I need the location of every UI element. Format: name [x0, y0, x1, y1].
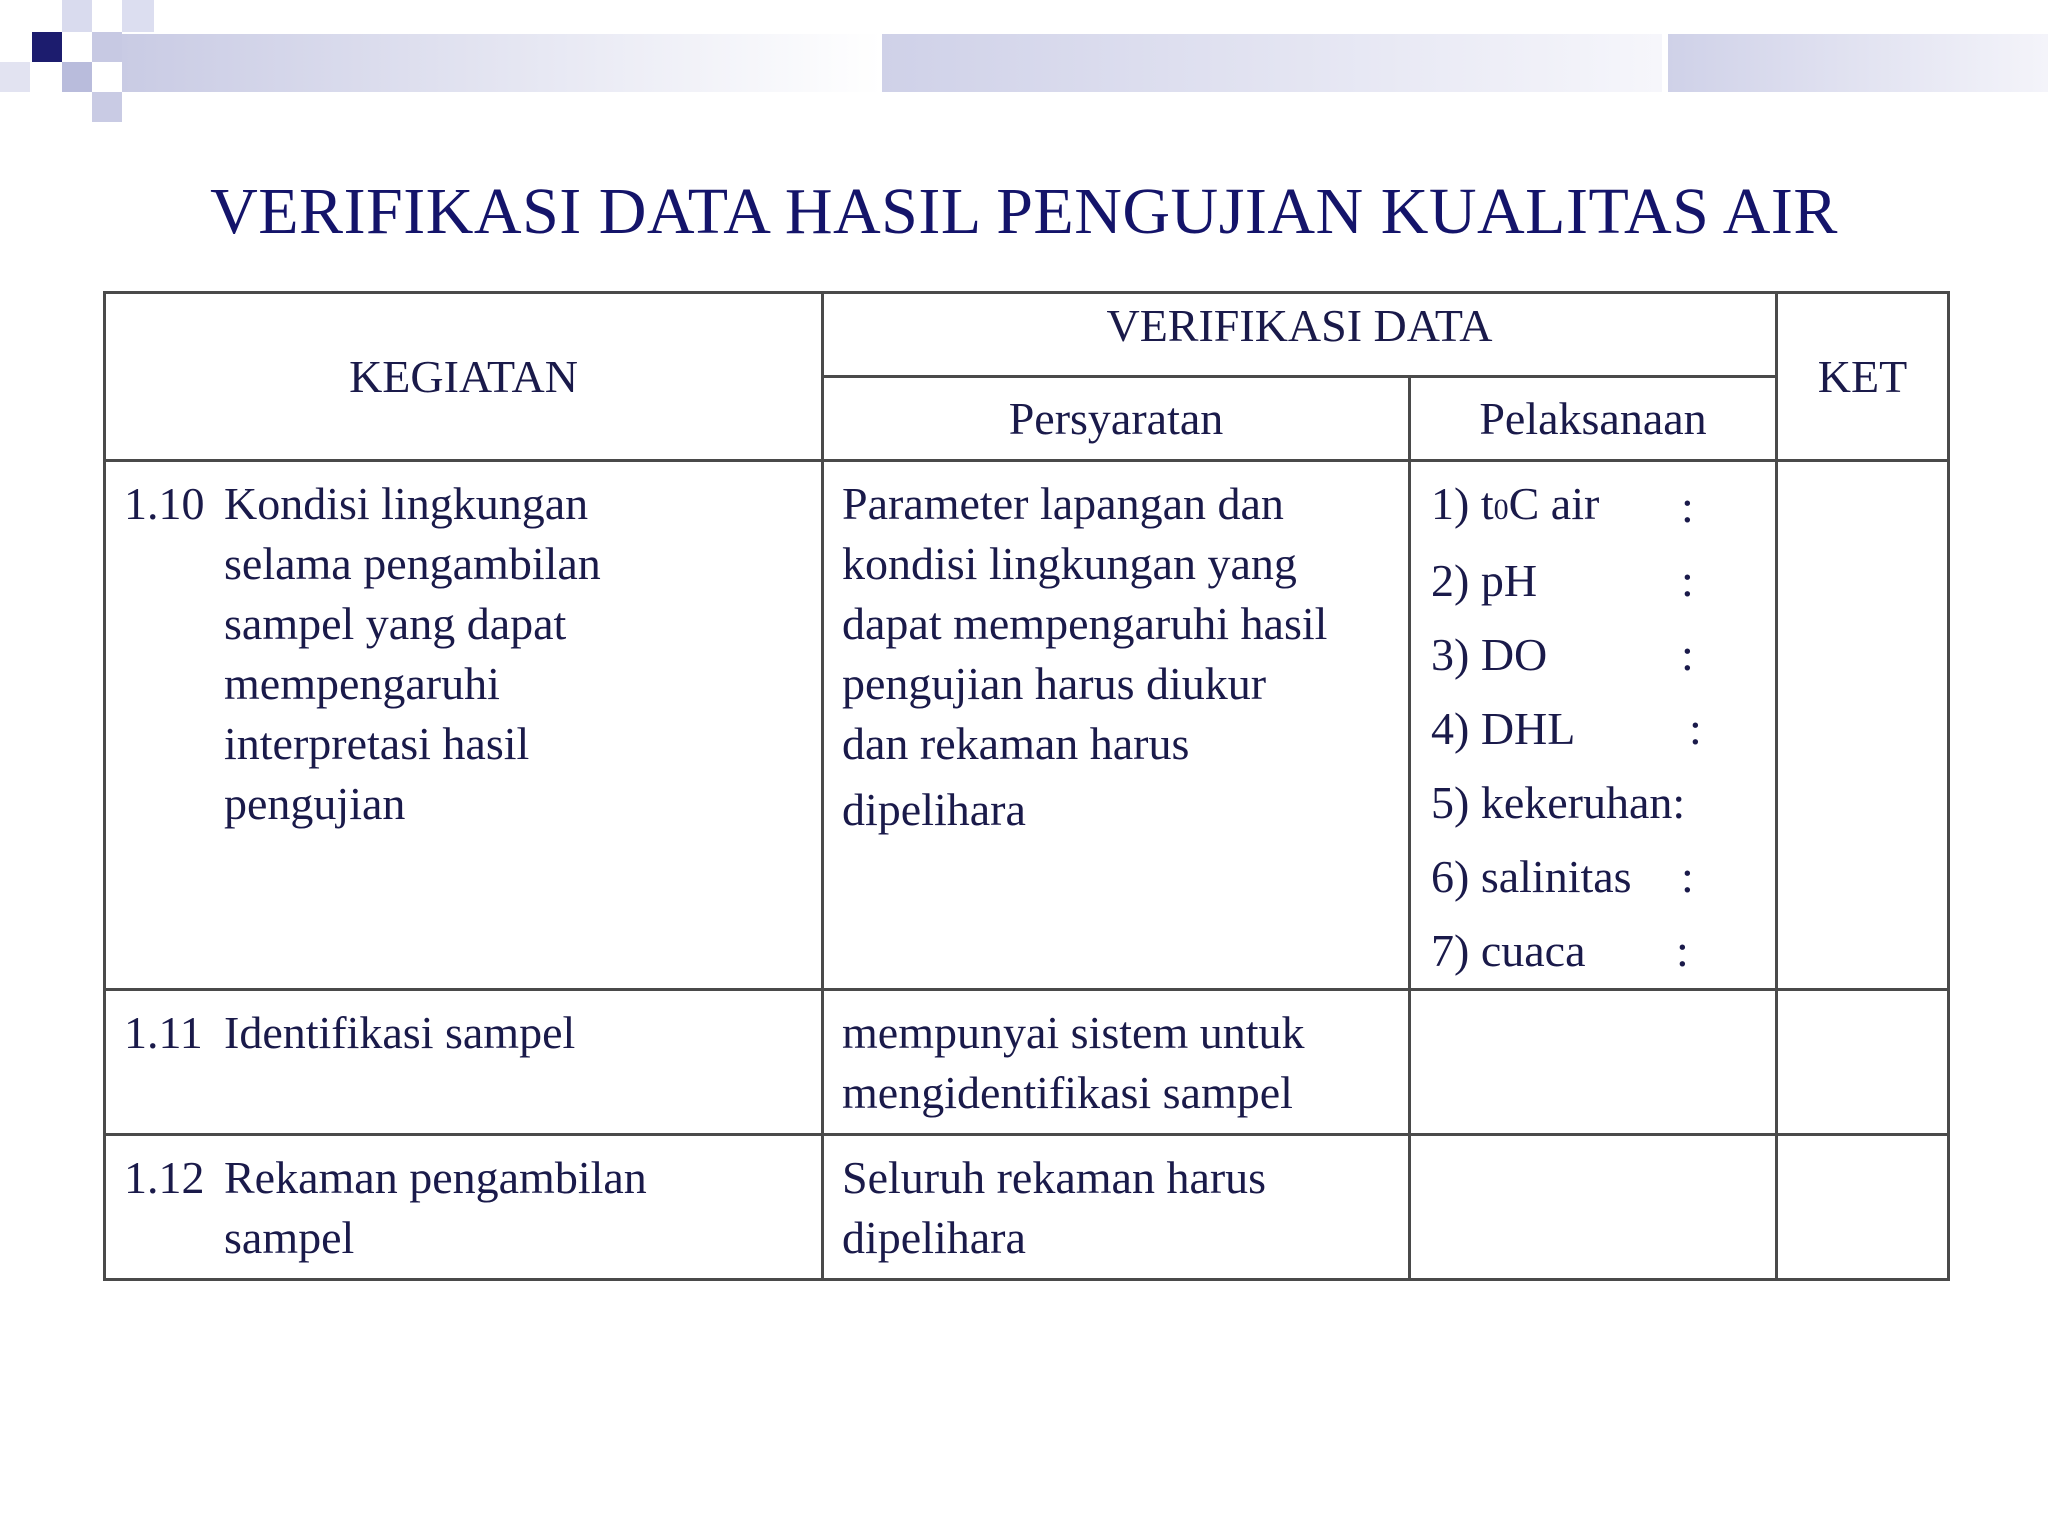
- cell-ket: [1777, 1135, 1949, 1280]
- header-bar: [1668, 34, 2048, 92]
- row-number: 1.10: [124, 478, 205, 529]
- table-row: [105, 1135, 1949, 1280]
- deco-square: [122, 0, 154, 32]
- deco-square: [0, 62, 30, 92]
- pelaksanaan-item: [1431, 766, 1765, 840]
- cell-pelaksanaan: [1410, 990, 1777, 1135]
- deco-square: [92, 32, 122, 62]
- persyaratan-line: pengujian harus diukur: [842, 658, 1267, 709]
- table-row: [105, 990, 1949, 1135]
- deco-square-dark: [32, 32, 62, 62]
- persyaratan-line: dipelihara: [842, 1212, 1026, 1263]
- persyaratan-line: mengidentifikasi sampel: [842, 1067, 1293, 1118]
- cell-kegiatan: [105, 990, 823, 1135]
- row-number: 1.11: [124, 1007, 203, 1058]
- header-pelaksanaan: Pelaksanaan: [1410, 377, 1777, 461]
- header-verifikasi-data: VERIFIKASI DATA: [823, 293, 1777, 377]
- pelaksanaan-label: 3) DO: [1431, 629, 1548, 680]
- pelaksanaan-item: [1431, 544, 1765, 618]
- cell-kegiatan: [105, 1135, 823, 1280]
- cell-pelaksanaan: [1410, 461, 1777, 990]
- pelaksanaan-label: 6) salinitas: [1431, 851, 1632, 902]
- pelaksanaan-item: [1431, 618, 1765, 692]
- kegiatan-line: sampel: [224, 1212, 355, 1263]
- header-kegiatan: KEGIATAN: [105, 293, 823, 461]
- cell-persyaratan: [823, 990, 1410, 1135]
- kegiatan-line: sampel yang dapat: [224, 598, 567, 649]
- persyaratan-line: kondisi lingkungan yang: [842, 538, 1297, 589]
- pelaksanaan-colon: :: [1681, 629, 1694, 680]
- pelaksanaan-label: 4) DHL: [1431, 703, 1576, 754]
- row-number: 1.12: [124, 1152, 205, 1203]
- persyaratan-line: dipelihara: [842, 784, 1026, 835]
- kegiatan-line: selama pengambilan: [224, 538, 601, 589]
- pelaksanaan-colon: :: [1681, 555, 1694, 606]
- deco-square: [92, 92, 122, 122]
- kegiatan-line: Identifikasi sampel: [224, 1007, 576, 1058]
- persyaratan-line: dan rekaman harus: [842, 718, 1190, 769]
- cell-ket: [1777, 461, 1949, 990]
- pelaksanaan-item: [1431, 692, 1765, 766]
- pelaksanaan-item: [1431, 914, 1765, 988]
- deco-square: [62, 62, 92, 92]
- persyaratan-line: Seluruh rekaman harus: [842, 1152, 1267, 1203]
- header-ket: KET: [1777, 293, 1949, 461]
- slide-title: VERIFIKASI DATA HASIL PENGUJIAN KUALITAS AIR: [210, 175, 1838, 248]
- header-bar: [122, 34, 882, 92]
- kegiatan-line: Rekaman pengambilan: [224, 1152, 647, 1203]
- pelaksanaan-colon: :: [1681, 851, 1694, 902]
- cell-pelaksanaan: [1410, 1135, 1777, 1280]
- persyaratan-line: mempunyai sistem untuk: [842, 1007, 1305, 1058]
- pelaksanaan-colon: :: [1676, 925, 1689, 976]
- header-bar: [882, 34, 1662, 92]
- deco-square: [62, 0, 92, 32]
- pelaksanaan-label: 7) cuaca: [1431, 925, 1586, 976]
- table-row: [105, 461, 1949, 990]
- pelaksanaan-label: 1) t0C air: [1431, 478, 1600, 529]
- pelaksanaan-colon: :: [1689, 703, 1702, 754]
- cell-persyaratan: [823, 461, 1410, 990]
- cell-ket: [1777, 990, 1949, 1135]
- header-persyaratan: Persyaratan: [823, 377, 1410, 461]
- kegiatan-line: Kondisi lingkungan: [224, 478, 589, 529]
- verification-table: [103, 291, 1950, 1281]
- pelaksanaan-label: 5) kekeruhan:: [1431, 777, 1686, 828]
- cell-kegiatan: [105, 461, 823, 990]
- pelaksanaan-item: [1431, 840, 1765, 914]
- kegiatan-line: mempengaruhi: [224, 658, 500, 709]
- kegiatan-line: interpretasi hasil: [224, 718, 530, 769]
- kegiatan-line: pengujian: [224, 778, 406, 829]
- pelaksanaan-label: 2) pH: [1431, 555, 1538, 606]
- pelaksanaan-colon: :: [1681, 481, 1694, 532]
- persyaratan-line: Parameter lapangan dan: [842, 478, 1284, 529]
- persyaratan-line: dapat mempengaruhi hasil: [842, 598, 1328, 649]
- pelaksanaan-item: [1431, 470, 1765, 544]
- cell-persyaratan: [823, 1135, 1410, 1280]
